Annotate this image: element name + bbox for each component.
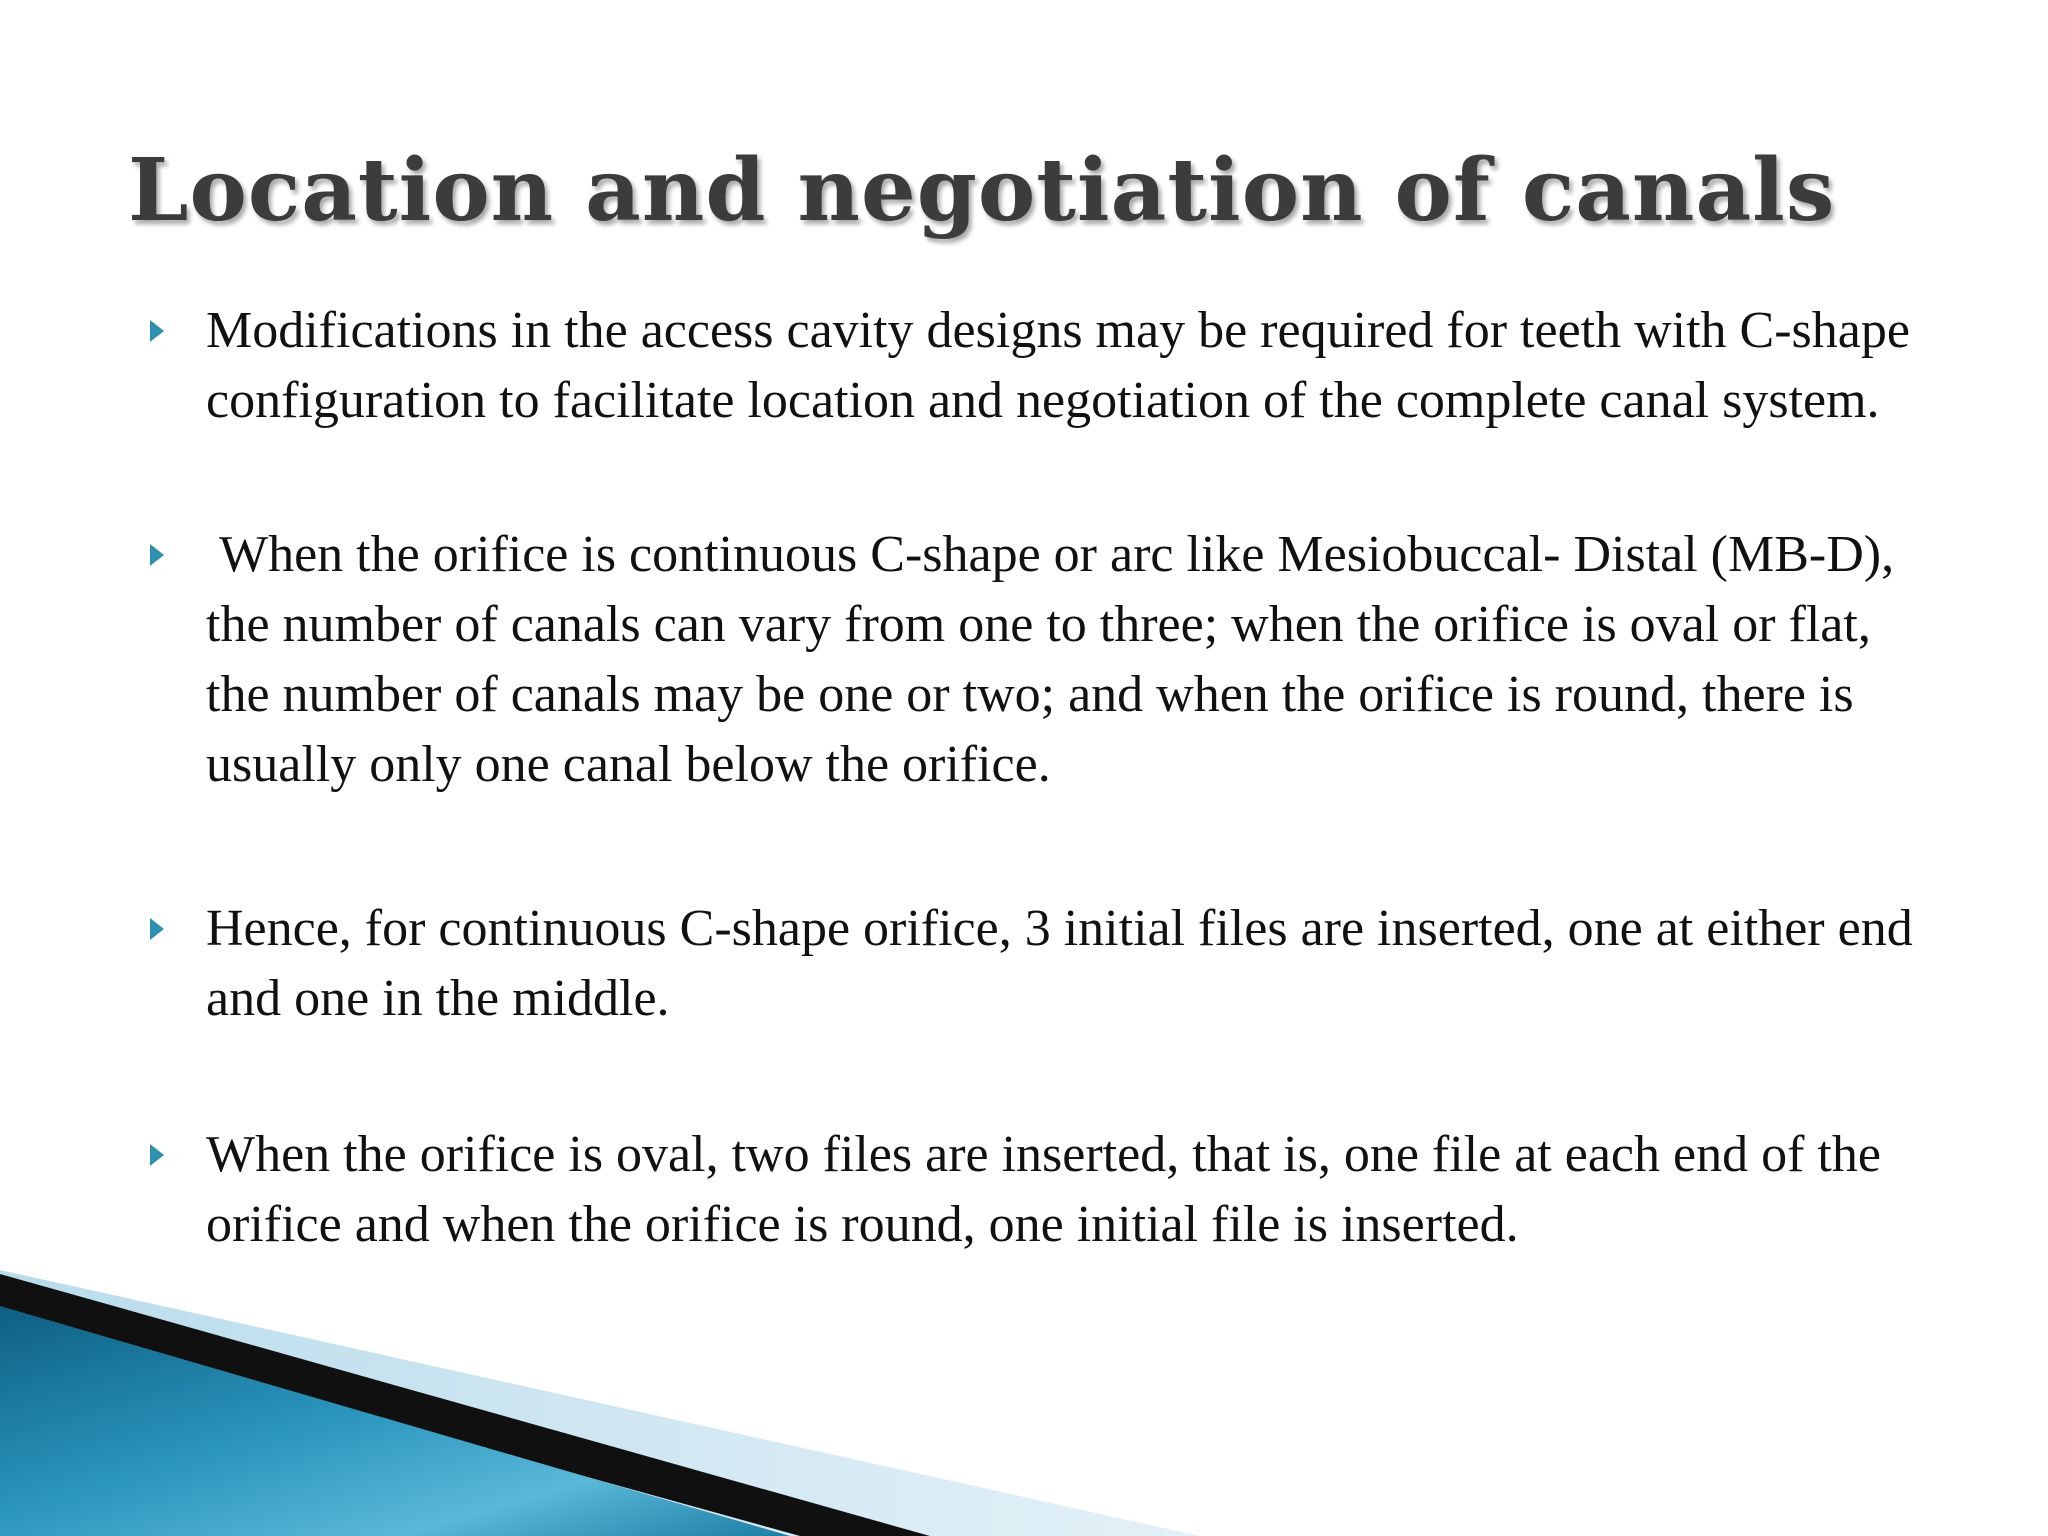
bullet-text: Hence, for continuous C-shape orifice, 3 initial files are inserted, one at either end and one in the middle. [206,900,1913,1027]
bullet-item [140,894,1940,1034]
bullet-list [140,296,1940,1344]
triangle-right-icon [150,1144,164,1166]
bullet-item [140,520,1940,800]
decorative-wave [0,1266,2048,1536]
triangle-right-icon [150,544,164,566]
triangle-right-icon [150,918,164,940]
triangle-right-icon [150,320,164,342]
bullet-item [140,1120,1940,1260]
bullet-text: Modifications in the access cavity designs may be required for teeth with C-shape configuration to facilitate location and negotiation of the complete canal system. [206,302,1910,429]
bullet-item [140,296,1940,436]
slide-title: Location and negotiation of canals [128,140,1836,241]
bullet-text: When the orifice is continuous C-shape or arc like Mesiobuccal- Distal (MB-D), the number of canals can vary from one to three; when the orifice is oval or flat, the number of canals may be one or two; and when the orifice is round, there is usually only one canal below the orifice. [206,526,1908,793]
bullet-text: When the orifice is oval, two files are inserted, that is, one file at each end of the orifice and when the orifice is round, one initial file is inserted. [206,1126,1881,1253]
